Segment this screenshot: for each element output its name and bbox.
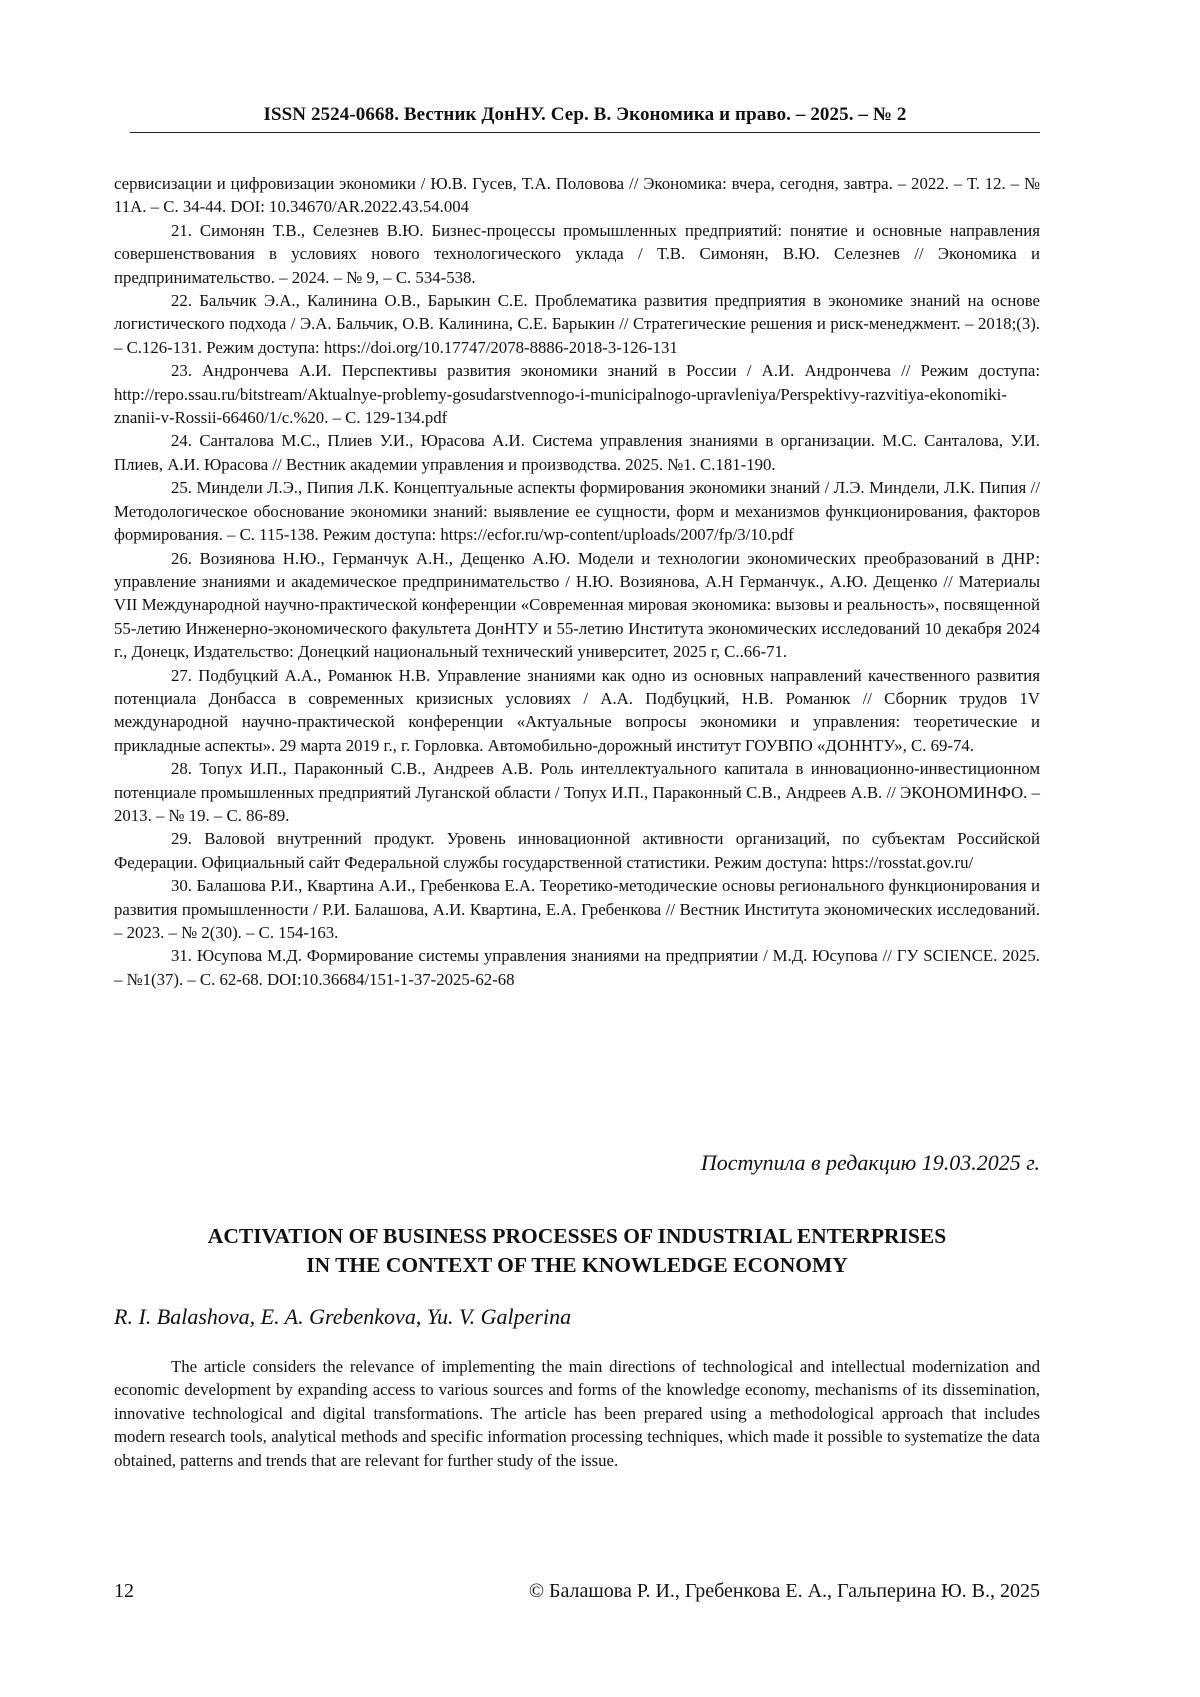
header-rule	[130, 132, 1040, 133]
english-title-line-2: IN THE CONTEXT OF THE KNOWLEDGE ECONOMY	[306, 1253, 848, 1277]
copyright-notice: © Балашова Р. И., Гребенкова Е. А., Гальперина Ю. В., 2025	[528, 1580, 1040, 1602]
reference-28: 28. Топух И.П., Параконный С.В., Андреев А.В. Роль интеллектуального капитала в инновационно-инвестиционном потенциале промышленных предприятий Луганской области / Топух И.П., Параконный С.В., Андреев А.В. // ЭКОНОМИНФО. –2013. – № 19. – С. 86-89.	[114, 759, 1040, 825]
reference-25: 25. Миндели Л.Э., Пипия Л.К. Концептуальные аспекты формирования экономики знаний / Л.Э. Миндели, Л.К. Пипия // Методологическое обоснование экономики знаний: выявление ее сущности, форм и механизмов функционирования, факторов формирования. – С. 115-138. Режим доступа: https://ecfor.ru/wp-content/uploads/2007/fp/3/10.pdf	[114, 478, 1040, 545]
english-authors: R. I. Balashova, E. A. Grebenkova, Yu. V. Galperina	[114, 1304, 572, 1329]
received-date: Поступила в редакцию 19.03.2025 г.	[700, 1150, 1040, 1175]
reference-23: 23. Андрончева А.И. Перспективы развития экономики знаний в России / А.И. Андрончева // Режим доступа: http://repo.ssau.ru/bitstream/Aktualnye-problemy-gosudarstvennogo-i-municipalnogo-upravleniya/Perspektivy-razvitiya-ekonomiki-znanii-v-Rossii-66460/1/c.%20. – С. 129-134.pdf	[114, 361, 1040, 428]
reference-31: 31. Юсупова М.Д. Формирование системы управления знаниями на предприятии / М.Д. Юсупова // ГУ SCIENCE. 2025. – №1(37). – С. 62-68. DOI:10.36684/151-1-37-2025-62-68	[114, 946, 1040, 989]
reference-continuation: сервисизации и цифровизации экономики / Ю.В. Гусев, Т.А. Половова // Экономика: вчера, сегодня, завтра. – 2022. – Т. 12. – № 11А. – С. 34-44. DOI: 10.34670/AR.2022.43.54.004	[114, 174, 1040, 217]
reference-27: 27. Подбуцкий А.А., Романюк Н.В. Управление знаниями как одно из основных направлений качественного развития потенциала Донбасса в современных кризисных условиях / А.А. Подбуцкий, Н.В. Романюк // Сборник трудов 1V международной научно-практической конференции «Актуальные вопросы экономики и управления: теоретические и прикладные аспекты». 29 марта 2019 г., г. Горловка. Автомобильно-дорожный институт ГОУВПО «ДОННТУ», С. 69-74.	[114, 665, 1040, 755]
reference-24: 24. Санталова М.С., Плиев У.И., Юрасова А.И. Система управления знаниями в организации. М.С. Санталова, У.И. Плиев, А.И. Юрасова // Вестник академии управления и производства. 2025. №1. С.181-190.	[114, 431, 1040, 474]
reference-26: 26. Возиянова Н.Ю., Германчук А.Н., Дещенко А.Ю. Модели и технологии экономических преобразований в ДНР: управление знаниями и академическое предпринимательство / Н.Ю. Возиянова, А.Н Германчук., А.Ю. Дещенко // Материалы VII Международной научно-практической конференции «Современная мировая экономика: вызовы и реальность», посвященной 55-летию Инженерно-экономического факультета ДонНТУ и 55-летию Института экономических исследований 10 декабря 2024 г., Донецк, Издательство: Донецкий национальный технический университет, 2025 г, С..66-71.	[114, 548, 1040, 662]
english-title-line-1: ACTIVATION OF BUSINESS PROCESSES OF INDUSTRIAL ENTERPRISES	[207, 1224, 947, 1248]
reference-29: 29. Валовой внутренний продукт. Уровень инновационной активности организаций, по субъектам Российской Федерации. Официальный сайт Федеральной службы государственной статистики. Режим доступа: https://rosstat.gov.ru/	[114, 829, 1040, 872]
reference-22: 22. Бальчик Э.А., Калинина О.В., Барыкин С.Е. Проблематика развития предприятия в экономике знаний на основе логистического подхода / Э.А. Бальчик, О.В. Калинина, С.Е. Барыкин // Стратегические решения и риск-менеджмент. – 2018;(3). – С.126-131. Режим доступа: https://doi.org/10.17747/2078-8886-2018-3-126-131	[114, 291, 1040, 357]
page-number: 12	[114, 1580, 134, 1602]
reference-list	[114, 172, 1040, 991]
english-abstract: The article considers the relevance of implementing the main directions of technological and intellectual modernization and economic development by expanding access to various sources and forms of the knowledge economy, mechanisms of its dissemination, innovative technological and digital transformations. The article has been prepared using a methodological approach that includes modern research tools, analytical methods and specific information processing techniques, which made it possible to systematize the data obtained, patterns and trends that are relevant for further study of the issue.	[114, 1357, 1040, 1470]
english-article-title	[114, 1222, 1040, 1280]
reference-30: 30. Балашова Р.И., Квартина А.И., Гребенкова Е.А. Теоретико-методические основы регионального функционирования и развития промышленности / Р.И. Балашова, А.И. Квартина, Е.А. Гребенкова // Вестник Института экономических исследований. – 2023. – № 2(30). – С. 154-163.	[114, 876, 1040, 942]
running-header: ISSN 2524-0668. Вестник ДонНУ. Сер. В. Экономика и право. – 2025. – № 2	[263, 104, 907, 125]
reference-21: 21. Симонян Т.В., Селезнев В.Ю. Бизнес-процессы промышленных предприятий: понятие и основные направления совершенствования в условиях нового технологического уклада / Т.В. Симонян, В.Ю. Селезнев // Экономика и предпринимательство. – 2024. – № 9, – С. 534-538.	[114, 220, 1040, 287]
